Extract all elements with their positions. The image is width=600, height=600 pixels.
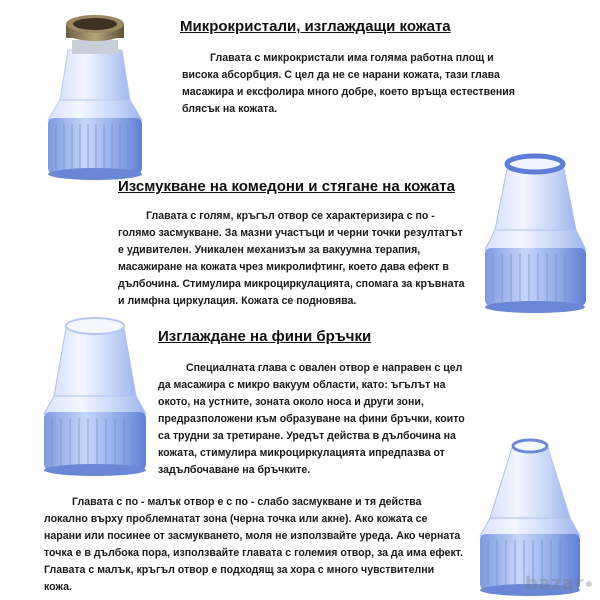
section-text-small-nozzle: Главата с по - малък отвор е с по - слабо засмукване и тя действа локално върху проблемнатат зона (черна точка или акне). Ако кожата се нарани или посинее от засмукването, моля не използвайте уреда. Ако черната точка е в дълбока пора, използвайте главата с големия отвор, за да има ефект. Главата с малък, кръгъл отвор е подходящ за хора с много чувствителни кожа. [44, 496, 463, 593]
section-text-microcrystal: Главата с микрокристали има голяма работна площ и висока абсорбция. С цел да не се нарани кожата, тази глава масажира и ексфолира много добре, което връща естествения блясък на кожата. [182, 52, 515, 115]
section-text-wrinkles: Специалната глава с овален отвор е направен с цел да масажира с микро вакуум области, като: ъгълът на окото, на устните, зоната около носа и други зони, предразположени към образуване на фини бръчки, които са трудни за третиране. Уредът действа в дълбочина на кожата, стимулира микроциркулацията ипредпазва от задълбочаване на бръчките. [158, 362, 465, 476]
section-heading-wrinkles: Изглаждане на фини бръчки [158, 328, 372, 345]
section-heading-microcrystal: Микрокристали, изглаждащи кожата [180, 18, 451, 35]
large-round-nozzle-icon [478, 150, 593, 315]
section-heading-comedones: Изсмукване на комедони и стягане на кожата [118, 178, 455, 195]
oval-nozzle-icon [30, 308, 160, 478]
section-text-comedones: Главата с голям, кръгъл отвор се характеризира с по - голямо засмукване. За мазни участъци и черни точки резултатът е удивителен. Уникален механизъм за вакуумна терапия, масажиране на кожата чрез микролифтинг, което дава ефект в дълбочина. Стимулира микроциркулацията, спомага за кръвната и лимфна циркулация. Кожата се подновява. [118, 210, 465, 307]
watermark: bazar [525, 573, 592, 594]
microcrystal-nozzle-icon [30, 10, 160, 182]
